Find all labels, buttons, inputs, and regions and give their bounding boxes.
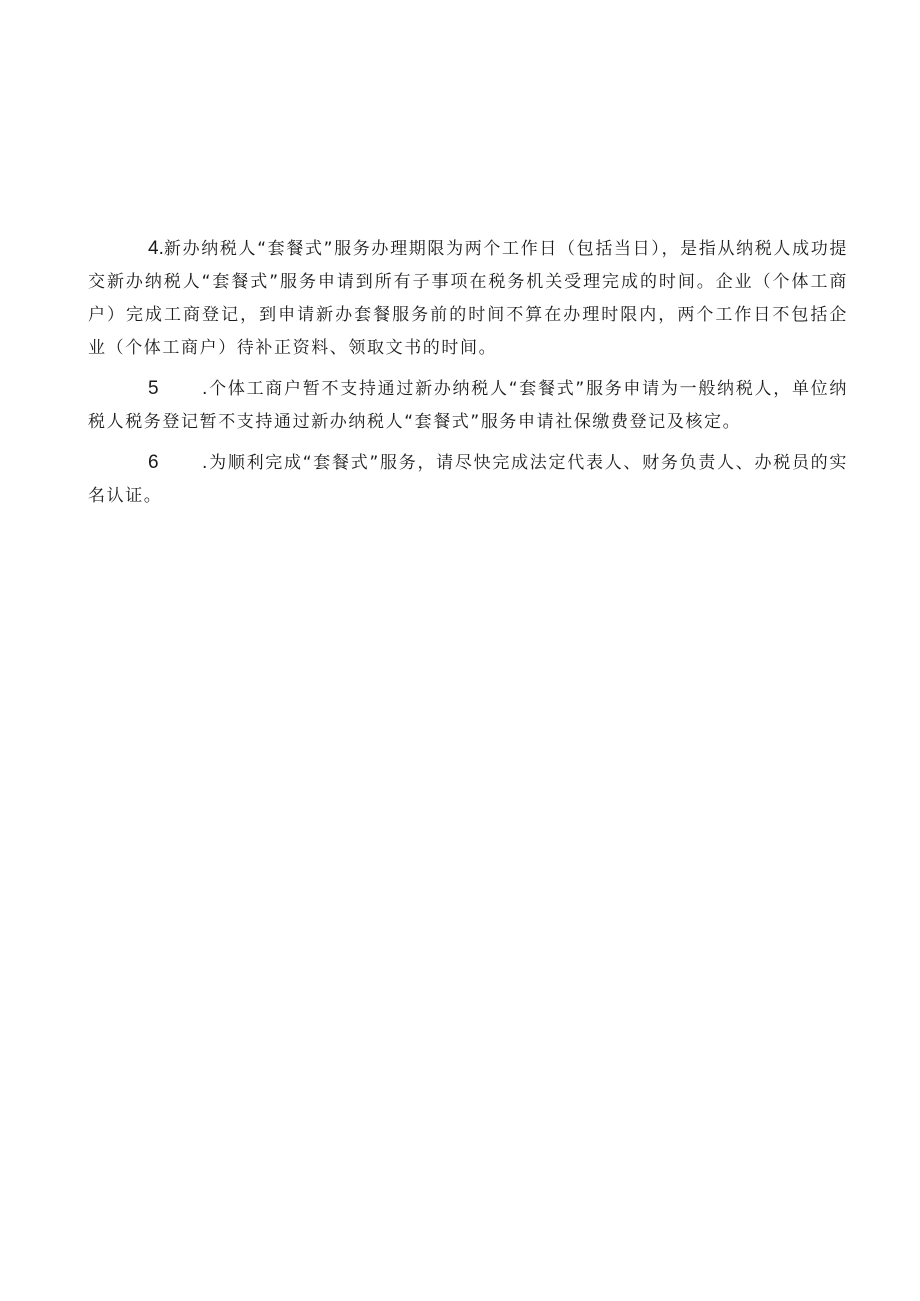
paragraph-number: 5 <box>148 378 159 399</box>
paragraph-number: 6 <box>148 452 159 473</box>
paragraph-text: .个体工商户暂不支持通过新办纳税人“套餐式”服务申请为一般纳税人，单位纳税人税务登记暂不支持通过新办纳税人“套餐式”服务申请社保缴费登记及核定。 <box>88 379 848 432</box>
paragraph-4 <box>88 232 848 365</box>
paragraph-5 <box>88 372 848 439</box>
paragraph-text: 新办纳税人“套餐式”服务办理期限为两个工作日（包括当日），是指从纳税人成功提交新办纳税人“套餐式”服务申请到所有子事项在税务机关受理完成的时间。企业（个体工商户）完成工商登记，到申请新办套餐服务前的时间不算在办理时限内，两个工作日不包括企业（个体工商户）待补正资料、领取文书的时间。 <box>88 239 848 358</box>
paragraph-6 <box>88 446 848 513</box>
document-body <box>88 232 848 513</box>
paragraph-number: 4. <box>148 238 164 259</box>
paragraph-text: .为顺利完成“套餐式”服务，请尽快完成法定代表人、财务负责人、办税员的实名认证。 <box>88 453 848 506</box>
